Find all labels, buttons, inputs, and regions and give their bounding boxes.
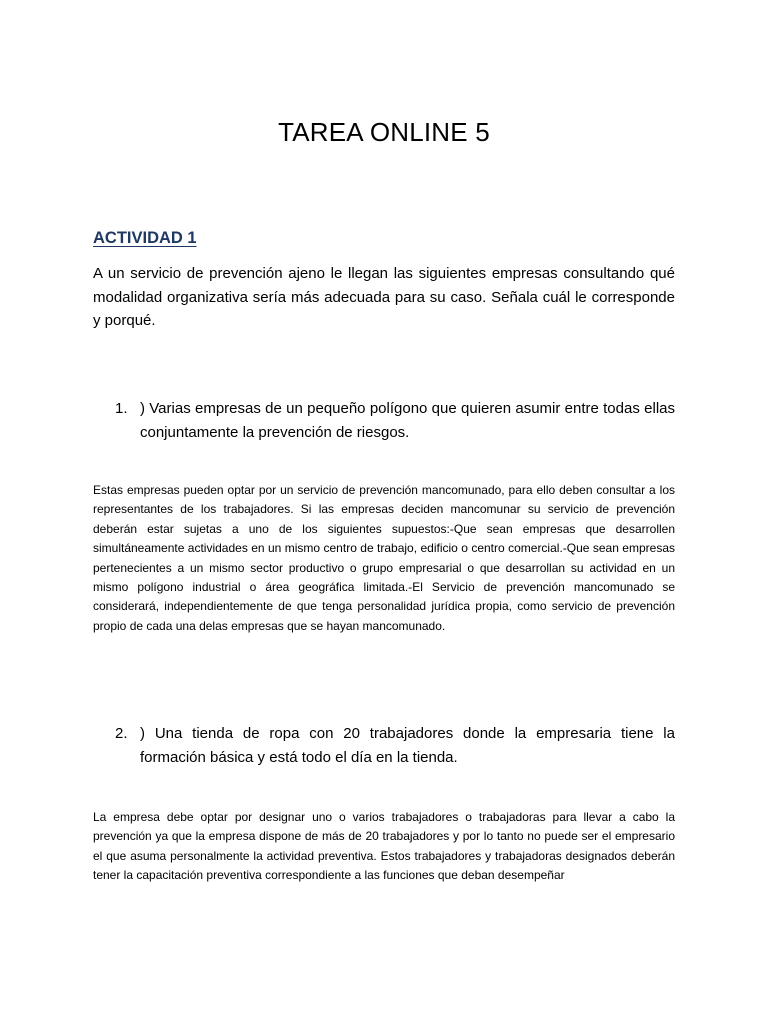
- answer-2: La empresa debe optar por designar uno o varios trabajadores o trabajadoras para llevar a cabo la prevención ya que la empresa dispone de más de 20 trabajadores y por lo tanto no puede ser el empresario el que asuma personalmente la actividad preventiva. Estos trabajadores y trabajadoras designados deberán tener la capacitación preventiva correspondiente a las funciones que deban desempeñar: [93, 810, 675, 883]
- question-text: ) Varias empresas de un pequeño polígono que quieren asumir entre todas ellas conjuntamente la prevención de riesgos.: [140, 400, 675, 441]
- activity-heading: ACTIVIDAD 1: [93, 229, 197, 247]
- question-2: [93, 722, 675, 769]
- question-number: 1.: [115, 400, 128, 417]
- document-title: TAREA ONLINE 5: [278, 117, 490, 147]
- question-1: [93, 397, 675, 444]
- intro-paragraph: A un servicio de prevención ajeno le llegan las siguientes empresas consultando qué modalidad organizativa sería más adecuada para su caso. Señala cuál le corresponde y porqué.: [93, 265, 675, 329]
- question-text: ) Una tienda de ropa con 20 trabajadores donde la empresaria tiene la formación básica y está todo el día en la tienda.: [140, 725, 675, 766]
- answer-1: Estas empresas pueden optar por un servicio de prevención mancomunado, para ello deben consultar a los representantes de los trabajadores. Si las empresas deciden mancomunar su servicio de prevención deberán estar sujetas a uno de los siguientes supuestos:-Que sean empresas que desarrollen simultáneamente actividades en un mismo centro de trabajo, edificio o centro comercial.-Que sean empresas pertenecientes a un mismo sector productivo o grupo empresarial o que desarrollan su actividad en un mismo polígono industrial o área geográfica limitada.-El Servicio de prevención mancomunado se considerará, independientemente de que tenga personalidad jurídica propia, como servicio de prevención propio de cada una delas empresas que se hayan mancomunado.: [93, 483, 675, 633]
- question-number: 2.: [115, 725, 128, 742]
